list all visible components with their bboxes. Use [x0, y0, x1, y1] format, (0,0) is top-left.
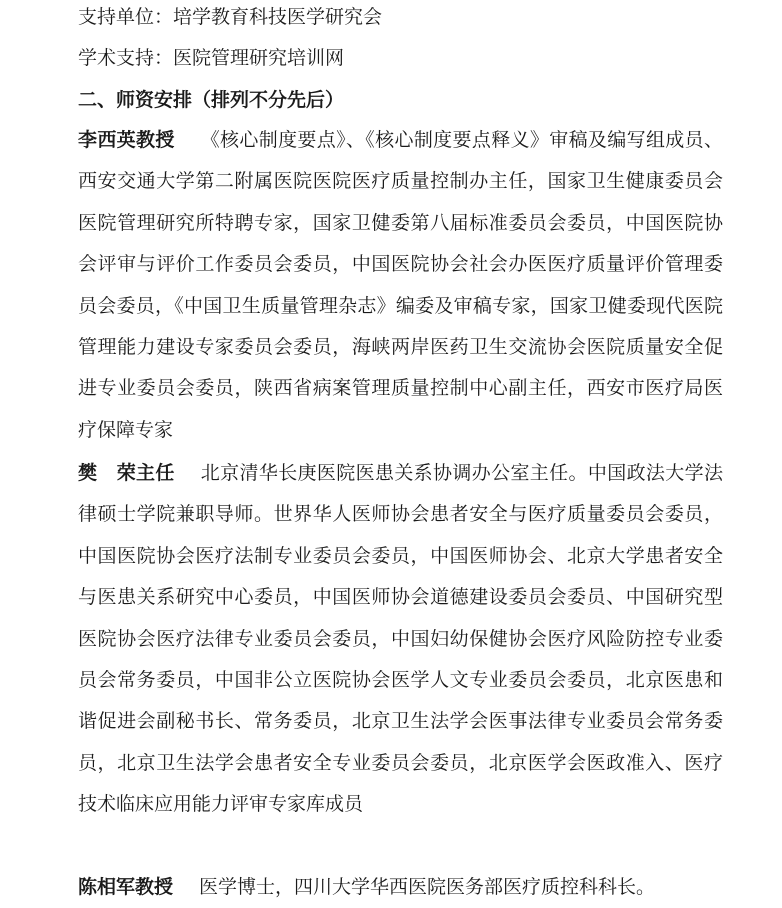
academic-support-line: 学术支持：医院管理研究培训网	[78, 47, 345, 69]
faculty-bio: 医学博士，四川大学华西医院医务部医疗质控科科长。	[199, 876, 656, 898]
faculty-name: 李西英教授	[78, 129, 175, 151]
section-title: 二、师资安排（排列不分先后）	[78, 89, 345, 111]
faculty-name: 樊 荣主任	[78, 462, 175, 484]
faculty-entry-chen-xiangjun	[78, 867, 723, 908]
faculty-bio: 《核心制度要点》、《核心制度要点释义》审稿及编写组成员、西安交通大学第二附属医院医院医疗质量控制办主任，国家卫生健康委员会医院管理研究所特聘专家，国家卫健委第八届标准委员会委员，中国医院协会评审与评价工作委员会委员，中国医院协会社会办医医疗质量评价管理委员会委员，《中国卫生质量管理杂志》编委及审稿专家，国家卫健委现代医院管理能力建设专家委员会委员，海峡两岸医药卫生交流协会医院质量安全促进专业委员会委员，陕西省病案管理质量控制中心副主任，西安市医疗局医疗保障专家	[78, 129, 723, 441]
faculty-entry-li-xiying	[78, 120, 723, 451]
faculty-entry-fan-rong	[78, 453, 723, 826]
support-unit-line: 支持单位：培学教育科技医学研究会	[78, 6, 383, 28]
faculty-name: 陈相军教授	[78, 876, 174, 898]
faculty-bio: 北京清华长庚医院医患关系协调办公室主任。中国政法大学法律硕士学院兼职导师。世界华人医师协会患者安全与医疗质量委员会委员，中国医院协会医疗法制专业委员会委员，中国医师协会、北京大学患者安全与医患关系研究中心委员，中国医师协会道德建设委员会委员、中国研究型医院协会医疗法律专业委员会委员，中国妇幼保健协会医疗风险防控专业委员会常务委员，中国非公立医院协会医学人文专业委员会委员，北京医患和谐促进会副秘书长、常务委员，北京卫生法学会医事法律专业委员会常务委员，北京卫生法学会患者安全专业委员会委员，北京医学会医政准入、医疗技术临床应用能力评审专家库成员	[78, 462, 723, 816]
